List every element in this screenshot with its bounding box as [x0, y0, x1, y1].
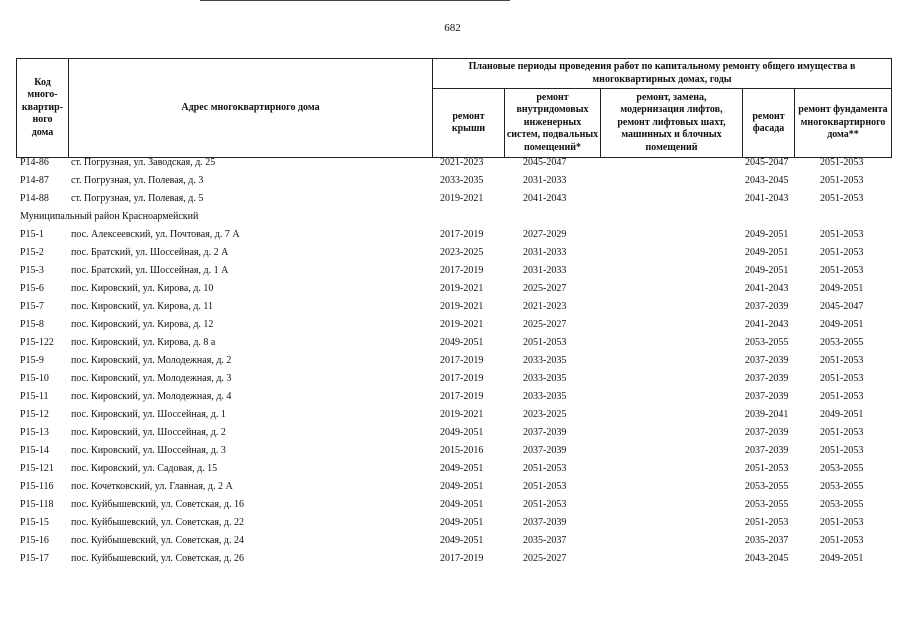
- row-facade: 2043-2045: [745, 175, 789, 186]
- row-roof: 2017-2019: [440, 355, 484, 366]
- row-address: пос. Алексеевский, ул. Почтовая, д. 7 А: [71, 229, 240, 240]
- row-code: P15-14: [20, 445, 49, 456]
- row-roof: 2049-2051: [440, 427, 484, 438]
- row-code: P15-16: [20, 535, 49, 546]
- row-foundation: 2049-2051: [820, 409, 864, 420]
- row-code: P15-8: [20, 319, 44, 330]
- row-address: пос. Кочетковский, ул. Главная, д. 2 А: [71, 481, 233, 492]
- row-roof: 2049-2051: [440, 499, 484, 510]
- row-address: пос. Братский, ул. Шоссейная, д. 2 А: [71, 247, 229, 258]
- row-address: пос. Кировский, ул. Молодежная, д. 2: [71, 355, 232, 366]
- row-facade: 2053-2055: [745, 499, 789, 510]
- table-row: [20, 157, 890, 175]
- row-foundation: 2051-2053: [820, 427, 864, 438]
- header-systems: [504, 88, 600, 158]
- row-roof: 2017-2019: [440, 553, 484, 564]
- row-address: пос. Кировский, ул. Кирова, д. 11: [71, 301, 214, 312]
- row-foundation: 2051-2053: [820, 265, 864, 276]
- row-systems: 2037-2039: [523, 445, 567, 456]
- row-facade: 2037-2039: [745, 355, 789, 366]
- row-systems: 2033-2035: [523, 355, 567, 366]
- row-systems: 2051-2053: [523, 337, 567, 348]
- table-row: [20, 463, 890, 481]
- row-code: P15-2: [20, 247, 44, 258]
- row-systems: 2031-2033: [523, 265, 567, 276]
- row-facade: 2037-2039: [745, 445, 789, 456]
- row-roof: 2019-2021: [440, 301, 484, 312]
- row-code: P15-7: [20, 301, 44, 312]
- row-roof: 2017-2019: [440, 373, 484, 384]
- row-facade: 2039-2041: [745, 409, 789, 420]
- row-address: пос. Кировский, ул. Шоссейная, д. 3: [71, 445, 226, 456]
- row-address: пос. Братский, ул. Шоссейная, д. 1 А: [71, 265, 229, 276]
- row-foundation: 2051-2053: [820, 517, 864, 528]
- table-row: [20, 193, 890, 211]
- row-systems: 2045-2047: [523, 157, 567, 168]
- table-row: [20, 517, 890, 535]
- row-roof: 2049-2051: [440, 337, 484, 348]
- row-foundation: 2049-2051: [820, 553, 864, 564]
- row-code: P14-86: [20, 157, 49, 168]
- row-address: пос. Кировский, ул. Молодежная, д. 3: [71, 373, 232, 384]
- row-code: P15-116: [20, 481, 54, 492]
- row-systems: 2051-2053: [523, 499, 567, 510]
- row-systems: 2023-2025: [523, 409, 567, 420]
- row-code: P15-17: [20, 553, 49, 564]
- table-row: [20, 499, 890, 517]
- header-address-label: Адрес многоквартирного дома: [181, 101, 320, 113]
- row-roof: 2017-2019: [440, 391, 484, 402]
- header-foundation-label: ремонт фундамента многоквартирного дома**: [798, 104, 888, 141]
- header-facade: [742, 88, 794, 158]
- table-row: [20, 265, 890, 283]
- row-facade: 2041-2043: [745, 193, 789, 204]
- row-roof: 2019-2021: [440, 409, 484, 420]
- header-roof: [432, 88, 504, 158]
- row-foundation: 2049-2051: [820, 283, 864, 294]
- row-code: P15-15: [20, 517, 49, 528]
- table-row: [20, 175, 890, 193]
- row-facade: 2037-2039: [745, 373, 789, 384]
- row-systems: 2035-2037: [523, 535, 567, 546]
- row-systems: 2041-2043: [523, 193, 567, 204]
- row-roof: 2049-2051: [440, 463, 484, 474]
- page-number: 682: [444, 22, 461, 34]
- header-roof-label: ремонт крыши: [451, 110, 486, 134]
- row-roof: 2049-2051: [440, 535, 484, 546]
- header-periods: [432, 58, 892, 88]
- row-code: P15-12: [20, 409, 49, 420]
- header-facade-label: ремонт фасада: [752, 110, 785, 134]
- row-roof: 2049-2051: [440, 481, 484, 492]
- row-roof: 2019-2021: [440, 193, 484, 204]
- row-address: ст. Погрузная, ул. Полевая, д. 5: [71, 193, 204, 204]
- row-systems: 2033-2035: [523, 373, 567, 384]
- row-roof: 2021-2023: [440, 157, 484, 168]
- table-row: [20, 481, 890, 499]
- row-foundation: 2051-2053: [820, 157, 864, 168]
- row-roof: 2023-2025: [440, 247, 484, 258]
- table-row: [20, 301, 890, 319]
- table-row: [20, 247, 890, 265]
- row-address: ст. Погрузная, ул. Полевая, д. 3: [71, 175, 204, 186]
- row-facade: 2051-2053: [745, 463, 789, 474]
- municipality-heading: Муниципальный район Красноармейский: [20, 211, 199, 222]
- row-systems: 2021-2023: [523, 301, 567, 312]
- row-roof: 2017-2019: [440, 265, 484, 276]
- row-address: пос. Кировский, ул. Шоссейная, д. 1: [71, 409, 226, 420]
- row-facade: 2045-2047: [745, 157, 789, 168]
- row-facade: 2035-2037: [745, 535, 789, 546]
- row-address: пос. Куйбышевский, ул. Советская, д. 24: [71, 535, 245, 546]
- row-roof: 2019-2021: [440, 319, 484, 330]
- row-foundation: 2053-2055: [820, 337, 864, 348]
- row-code: P15-122: [20, 337, 54, 348]
- row-facade: 2041-2043: [745, 319, 789, 330]
- row-foundation: 2051-2053: [820, 391, 864, 402]
- row-code: P15-1: [20, 229, 44, 240]
- row-facade: 2049-2051: [745, 247, 789, 258]
- table-row: [20, 373, 890, 391]
- row-facade: 2037-2039: [745, 391, 789, 402]
- row-systems: 2031-2033: [523, 247, 567, 258]
- table-row: [20, 409, 890, 427]
- row-code: P15-121: [20, 463, 54, 474]
- row-roof: 2017-2019: [440, 229, 484, 240]
- header-lifts: [600, 88, 742, 158]
- row-foundation: 2053-2055: [820, 481, 864, 492]
- row-facade: 2043-2045: [745, 553, 789, 564]
- row-foundation: 2051-2053: [820, 229, 864, 240]
- table-row: [20, 427, 890, 445]
- row-code: P15-13: [20, 427, 49, 438]
- row-code: P15-118: [20, 499, 54, 510]
- table-row: [20, 445, 890, 463]
- row-code: P15-6: [20, 283, 44, 294]
- row-roof: 2019-2021: [440, 283, 484, 294]
- header-periods-label: Плановые периоды проведения работ по капитальному ремонту общего имущества в многоквартирных домах, годы: [468, 61, 856, 85]
- row-address: пос. Куйбышевский, ул. Советская, д. 26: [71, 553, 245, 564]
- header-systems-label: ремонт внутридомовых инженерных систем, подвальных помещений*: [506, 91, 599, 153]
- row-facade: 2037-2039: [745, 301, 789, 312]
- row-foundation: 2051-2053: [820, 535, 864, 546]
- table-row: [20, 283, 890, 301]
- row-roof: 2049-2051: [440, 517, 484, 528]
- row-address: пос. Кировский, ул. Шоссейная, д. 2: [71, 427, 226, 438]
- row-systems: 2031-2033: [523, 175, 567, 186]
- row-systems: 2027-2029: [523, 229, 567, 240]
- row-facade: 2051-2053: [745, 517, 789, 528]
- row-address: пос. Кировский, ул. Кирова, д. 10: [71, 283, 214, 294]
- row-address: пос. Кировский, ул. Молодежная, д. 4: [71, 391, 232, 402]
- row-systems: 2051-2053: [523, 481, 567, 492]
- row-code: P15-11: [20, 391, 49, 402]
- table-row: [20, 553, 890, 571]
- row-foundation: 2053-2055: [820, 463, 864, 474]
- row-roof: 2015-2016: [440, 445, 484, 456]
- row-systems: 2025-2027: [523, 283, 567, 294]
- row-systems: 2033-2035: [523, 391, 567, 402]
- row-address: пос. Куйбышевский, ул. Советская, д. 22: [71, 517, 245, 528]
- row-code: P15-9: [20, 355, 44, 366]
- table-row: [20, 391, 890, 409]
- row-address: пос. Кировский, ул. Кирова, д. 12: [71, 319, 214, 330]
- row-systems: 2037-2039: [523, 427, 567, 438]
- table-row: [20, 535, 890, 553]
- header-code: [16, 58, 68, 158]
- table-row: [20, 319, 890, 337]
- row-facade: 2053-2055: [745, 481, 789, 492]
- row-facade: 2041-2043: [745, 283, 789, 294]
- row-code: P14-88: [20, 193, 49, 204]
- row-systems: 2037-2039: [523, 517, 567, 528]
- header-code-label: Код много-квартир-ного дома: [21, 76, 64, 138]
- row-foundation: 2051-2053: [820, 175, 864, 186]
- row-foundation: 2049-2051: [820, 319, 864, 330]
- table-row: [20, 337, 890, 355]
- row-facade: 2053-2055: [745, 337, 789, 348]
- row-foundation: 2051-2053: [820, 445, 864, 456]
- row-facade: 2049-2051: [745, 265, 789, 276]
- row-systems: 2051-2053: [523, 463, 567, 474]
- row-foundation: 2045-2047: [820, 301, 864, 312]
- row-address: пос. Кировский, ул. Кирова, д. 8 а: [71, 337, 216, 348]
- top-rule: [200, 0, 510, 1]
- row-foundation: 2051-2053: [820, 193, 864, 204]
- table-row: [20, 355, 890, 373]
- row-roof: 2033-2035: [440, 175, 484, 186]
- header-foundation: [794, 88, 892, 158]
- header-lifts-label: ремонт, замена, модернизация лифтов, ремонт лифтовых шахт, машинных и блочных помещений: [617, 91, 726, 153]
- row-foundation: 2051-2053: [820, 247, 864, 258]
- row-code: P14-87: [20, 175, 49, 186]
- table-header: [16, 58, 892, 158]
- table-row: [20, 229, 890, 247]
- row-foundation: 2053-2055: [820, 499, 864, 510]
- row-facade: 2037-2039: [745, 427, 789, 438]
- row-address: пос. Куйбышевский, ул. Советская, д. 16: [71, 499, 245, 510]
- row-foundation: 2051-2053: [820, 373, 864, 384]
- row-code: P15-3: [20, 265, 44, 276]
- row-systems: 2025-2027: [523, 319, 567, 330]
- row-code: P15-10: [20, 373, 49, 384]
- header-address: [68, 58, 432, 158]
- row-address: пос. Кировский, ул. Садовая, д. 15: [71, 463, 218, 474]
- row-foundation: 2051-2053: [820, 355, 864, 366]
- row-facade: 2049-2051: [745, 229, 789, 240]
- row-address: ст. Погрузная, ул. Заводская, д. 25: [71, 157, 216, 168]
- row-systems: 2025-2027: [523, 553, 567, 564]
